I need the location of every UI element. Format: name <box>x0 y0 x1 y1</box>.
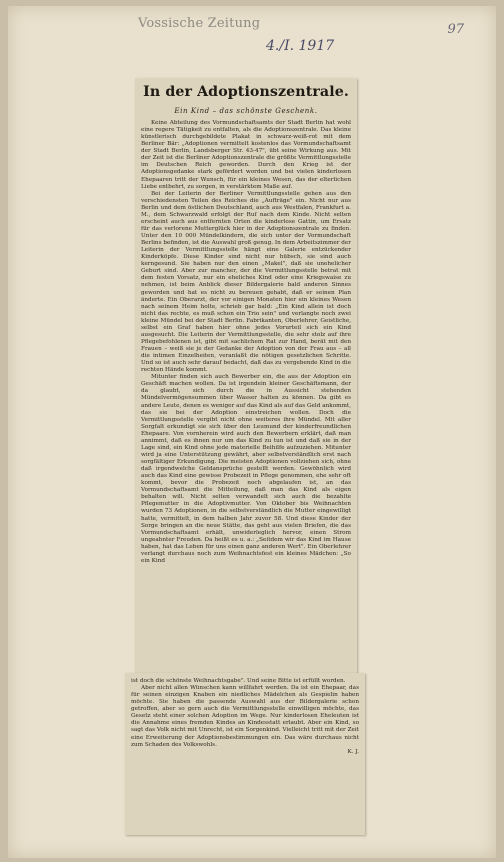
article-headline: In der Adoptionszentrale. <box>143 84 349 100</box>
article-paragraph: Bei der Leiterin der Berliner Vermittlungsstelle gehen aus den verschiedensten Teilen des Reiches die „Aufträge" ein. Nicht nur aus Berlin und dem östlichen Deutschland, auch aus Westfalen, Frankfurt a. M., dem Schwarzwald erfolgt der Ruf nach dem Kinde. Nicht selten erscheint auch aus entfernten Orten die kinderlose Gattin, um Ersatz für das verlorene Mutterglück hier in der Adoptionszentrale zu finden. Unter den 10 000 Mündelkindern, die sich unter der Vormundschaft Berlins befinden, ist die Auswahl groß genug. In dem Arbeitszimmer der Leiterin der Vermittlungsstelle hängt eine Galerie entzückender Kinderköpfe. Diese Kinder sind nicht nur hübsch, sie sind auch kerngesund. Sie haben nur den einen „Makel", daß sie unehelicher Geburt sind. Aber zur mancher, der die Vermittlungsstelle betrat mit dem festen Vorsatz, nur ein eheliches Kind oder eine Kriegswaise zu nehmen, ist beim Anblick dieser Bildergalerie bald anderen Sinnes geworden und hat es nicht zu bereuen gehabt, daß er seinen Plan änderte. Ein Oberarzt, der vor einigen Monaten hier ein kleines Wesen nach seinem Heim holte, schrieb gar bald: „Ein Kind allein ist doch nicht das rechte, es muß schon ein Trio sein" und verlangte noch zwei kleine Mündel bei der Stadt Berlin. Fabrikanten, Oberlehrer, Geistliche, selbst ein Graf haben hier ohne jedes Vorurteil sich ein Kind ausgesucht. Die Leiterin der Vermittlungsstelle, die sehr stolz auf ihre Pflegebefohlenen ist, gibt mit sachlichem Rat zur Hand, berät mit den Frauen – weiß sie je der Gedanke der Adoption von der Frau aus – all die intimen Einzelheiten, veranlaßt die nötigen gesetzlichen Schritte. Und so ist auch sehr darauf bedacht, daß das zu vergebende Kind in die rechten Hände kommt. <box>141 190 351 374</box>
newspaper-masthead: Vossische Zeitung <box>138 16 261 31</box>
archive-sheet <box>8 6 496 858</box>
handwritten-date: 4./I. 1917 <box>266 38 335 54</box>
article-paragraph: Keine Abteilung des Vormundschaftsamts der Stadt Berlin hat wohl eine regere Tätigkeit zu entfalten, als die Adoptionszentrale. Das kleine künstlerisch durchgebildete Plakat in schwarz-weiß-rot mit dem Berliner Bär: „Adoptionen vermittelt kostenlos das Vormundschaftsamt der Stadt Berlin, Landsberger Str. 43-47", übt seine Wirkung aus. Mit der Zeit ist die Berliner Adoptionszentrale die größte Vermittlungsstelle im Deutschen Reich geworden. Durch den Krieg ist der Adoptionsgedanke stark gefördert worden und bei vielen kinderlosen Ehepaaren tritt der Wunsch, für ein kleines Wesen, das der elterlichen Liebe entbehrt, zu sorgen, in verstärktem Maße auf. <box>141 120 351 190</box>
page-number: 97 <box>447 22 464 37</box>
article-paragraph: Aber nicht allen Wünschen kann willfahrt werden. Da ist ein Ehepaar, das für seinen einzigen Knaben ein niedliches Mädelchen als Gespielin haben möchte. Sie haben die passende Auswahl aus der Bildergalerie schon getroffen, aber so gern auch die Vermittlungsstelle einwilligen möchte, das Gesetz steht einer solchen Adoption im Wege. Nur kinderlosen Eheleuten ist die Annahme eines fremden Kindes an Kindesstatt erlaubt. Aber ein Kind, so sagt das Volk nicht mit Unrecht, ist ein Sorgenkind. Vielleicht tritt mit der Zeit eine Erweiterung der Adoptionsbestimmungen ein. Das wäre durchaus nicht zum Schaden des Volkswohls. <box>131 685 359 748</box>
article-signature: K. J. <box>347 748 359 755</box>
article-paragraph: ist doch die schönste Weihnachtsgabe". Und seine Bitte ist erfüllt worden. <box>131 678 346 684</box>
article-subhead: Ein Kind – das schönste Geschenk. <box>174 107 318 115</box>
article-paragraph: Mitunter finden sich auch Bewerber ein, die aus der Adoption ein Geschäft machen wollen. Da ist irgendein kleiner Geschäftsmann, der da glaubt, sich durch die in Aussicht stehenden Mündelvermögensummen über Wasser halten zu können. Da gibt es andere Leute, denen es weniger auf das Kind als auf das Geld ankommt, das sie bei der Adoption einstreichen wollen. Doch die Vermittlungsstelle vergibt nicht ohne weiteres ihre Mündel. Mit aller Sorgfalt erkundigt sie sich über den Leumund der kinderfreundlichen Ehepaare. Von vornherein wird auch den Bewerbern erklärt, daß man annimmt, daß es ihnen nur um das Kind zu tun ist und daß sie in der Lage sind, ein Kind ohne jede materielle Beihilfe aufzuziehen. Mitunter wird ja eine Unterstützung gewährt, aber selbstverständlich erst nach sorgfältiger Erkundigung. Die meisten Adoptionen vollziehen sich, ohne daß irgendwelche Geldansprüche gestellt werden. Gewöhnlich wird auch das Kind eine gewisse Probezeit in Pflege genommen, ehe sehr oft kommt, bevor die Probezeit noch abgelaufen ist, an das Vormundschaftsamt die Mitteilung, daß man das Kind als eigen behalten will. Nicht selten verwandelt sich auch die bezahlte Pflegemutter in die Adoptivmutter. Von Oktober bis Weihnachten wurden 73 Adoptionen, in die selbstverständlich die Mutter eingewilligt hatte, vermittelt, in dem halben Jahr zuvor 58. Und diese Kinder der Sorge bringen an die neue Stätte, das geht aus vielen Briefen, die das Vormundschaftsamt erhält, unwiderleglich hervor, einen Strom ungeahnter Freuden. Da heißt es u. a.: „Seitdem wir das Kind im Hause haben, hat das Leben für uns einen ganz anderen Wert". Ein Oberlehrer verlangt durchaus noch zum Weihnachtsfest ein kleines Mädchen: „So ein Kind <box>141 374 351 564</box>
article-clipping-continuation <box>125 673 365 835</box>
